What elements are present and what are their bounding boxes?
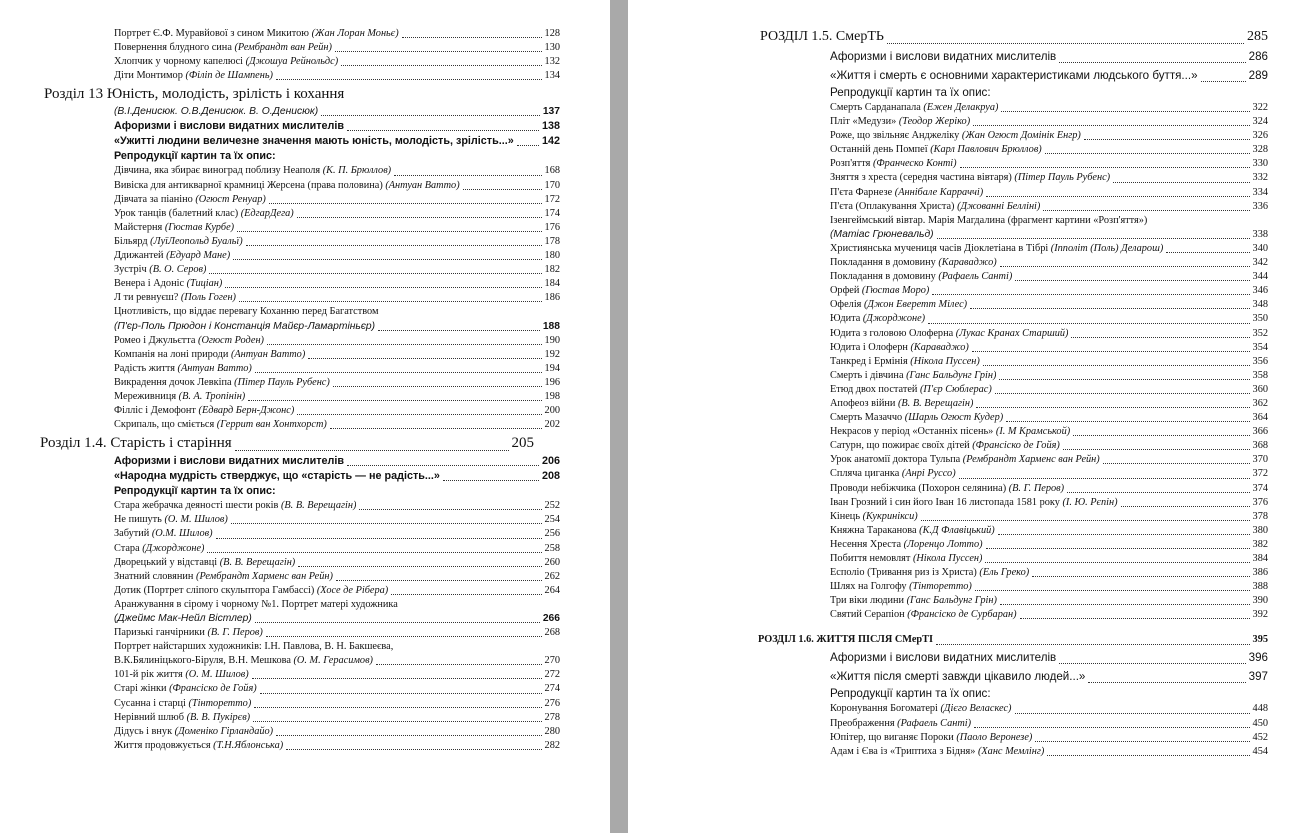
chapter-13-heading-row <box>0 83 560 105</box>
toc-entry[interactable]: Адам і Єва із «Триптиха з Бідня» (Ханс Мемлінг) 454 <box>830 745 1268 757</box>
toc-entry[interactable]: Життя продовжується (Т.Н.Яблонська) 282 <box>114 739 560 751</box>
toc-entry[interactable]: Офелія (Джон Еверетт Мілес) 348 <box>830 299 1268 311</box>
toc-entry[interactable]: Некрасов у період «Останніх пісень» (І. М Крамськой) 366 <box>830 426 1268 438</box>
toc-entry[interactable]: Княжна Тараканова (К.Д Флавіцький) 380 <box>830 524 1268 536</box>
chapter-15-entries <box>628 47 1268 622</box>
toc-entry[interactable]: Нерівний шлюб (В. В. Пукірєв) 278 <box>114 711 560 723</box>
table-of-contents-left <box>0 27 560 753</box>
aphorisms-entry[interactable]: Афоризми і вислови видатних мислителів 138 <box>114 120 560 133</box>
toc-entry[interactable]: Дотик (Портрет сліпого скульптора Гамбассі) (Хосе де Рібера) 264 <box>114 584 560 596</box>
aphorisms-entry[interactable]: Афоризми і вислови видатних мислителів 396 <box>830 651 1268 665</box>
repro-header: Репродукції картин та їх опис: <box>114 150 276 163</box>
toc-entry-line1[interactable]: Цнотливість, що віддає перевагу Коханню перед Багатством <box>114 306 379 318</box>
toc-entry[interactable]: Шлях на Голгофу (Тінторетто) 388 <box>830 581 1268 593</box>
toc-entry[interactable]: Дівчина, яка збирає виноград поблизу Неаполя (К. П. Брюллов) 168 <box>114 165 560 177</box>
toc-entry[interactable]: Компанія на лоні природи (Антуан Ватто) 192 <box>114 348 560 360</box>
toc-entry[interactable]: Сусанна і старці (Тінторетто) 276 <box>114 697 560 709</box>
repro-header: Репродукції картин та їх опис: <box>114 485 276 498</box>
right-document-page <box>628 0 1290 833</box>
top-entries <box>0 27 560 83</box>
toc-entry[interactable]: Портрет Є.Ф. Муравйової з сином Микитою (Жан Лоран Моньє) 128 <box>114 28 560 39</box>
toc-entry[interactable]: Орфей (Гюстав Моро) 346 <box>830 285 1268 297</box>
toc-entry[interactable]: Преображення (Рафаель Санті) 450 <box>830 717 1268 729</box>
quote-entry[interactable]: «Життя і смерть є основними характеристиками людського буття...» 289 <box>830 69 1268 82</box>
toc-entry-line2[interactable]: (Матіас Грюневальд) 338 <box>830 228 1268 240</box>
quote-entry[interactable]: «Життя після смерті завжди цікавило людей...» 397 <box>830 670 1268 684</box>
toc-entry[interactable]: Спляча циганка (Анрі Руссо) 372 <box>830 468 1268 480</box>
toc-entry[interactable]: Святий Серапіон (Франсіско де Сурбаран) 392 <box>830 609 1268 621</box>
toc-entry[interactable]: Дворецький у відставці (В. В. Верещагін) 260 <box>114 556 560 568</box>
toc-entry-line1[interactable]: Аранжування в сірому і чорному №1. Портрет матері художника <box>114 598 398 610</box>
page-gutter <box>610 0 628 833</box>
toc-entry[interactable]: Проводи небіжчика (Похорон селянина) (В. Г. Перов) 374 <box>830 482 1268 494</box>
toc-entry[interactable]: Забутий (О.М. Шилов) 256 <box>114 528 560 540</box>
spacer <box>628 622 1268 632</box>
toc-entry[interactable]: 101-й рік життя (О. М. Шилов) 272 <box>114 669 560 681</box>
toc-entry[interactable]: Покладання в домовину (Караваджо) 342 <box>830 257 1268 269</box>
toc-entry[interactable]: Пліт «Медузи» (Теодор Жеріко) 324 <box>830 116 1268 128</box>
toc-entry[interactable]: Стара (Джорджоне) 258 <box>114 542 560 554</box>
toc-entry[interactable]: Дідусь і внук (Доменіко Гірландайо) 280 <box>114 725 560 737</box>
toc-entry[interactable]: Юдита з головою Олоферна (Лукас Кранах Старший) 352 <box>830 327 1268 339</box>
toc-entry[interactable]: Смерть Мазаччо (Шарль Огюст Кудер) 364 <box>830 412 1268 424</box>
chapter-13-entries <box>0 105 560 432</box>
chapter-heading[interactable]: РОЗДІЛ 1.6. ЖИТТЯ ПІСЛЯ СМерТІ 395 <box>758 634 1268 646</box>
toc-entry[interactable]: Не пишуть (О. М. Шилов) 254 <box>114 514 560 526</box>
chapter-authors-line[interactable]: (В.І.Денисюк. О.В.Денисюк. В. О.Денисюк) 137 <box>114 106 560 118</box>
quote-entry[interactable]: «Ужитті людини величезне значення мають юність, молодість, зрілість...» 142 <box>114 135 560 148</box>
toc-entry[interactable]: Дівчата за піаніно (Огюст Ренуар) 172 <box>114 193 560 205</box>
toc-entry[interactable]: Ромео і Джульєтта (Огюст Роден) 190 <box>114 334 560 346</box>
chapter-heading[interactable]: Розділ 1.4. Старість і старіння 205 <box>40 435 534 452</box>
toc-entry-line2[interactable]: В.К.Бялиніцького-Біруля, В.Н. Мешкова (О. М. Герасимов) 270 <box>114 655 560 667</box>
toc-entry[interactable]: Радість життя (Антуан Ватто) 194 <box>114 362 560 374</box>
repro-header: Репродукції картин та їх опис: <box>830 687 991 701</box>
toc-entry[interactable]: Повернення блудного сина (Рембрандт ван Рейн) 130 <box>114 42 560 54</box>
toc-entry[interactable]: Л ти ревнуєш? (Поль Гоген) 186 <box>114 292 560 304</box>
toc-entry[interactable]: Іван Грозний і син його Іван 16 листопада 1581 року (І. Ю. Рєпін) 376 <box>830 496 1268 508</box>
toc-entry[interactable]: Старі жінки (Франсіско де Гойя) 274 <box>114 683 560 695</box>
toc-entry[interactable]: Урок анатомії доктора Тульпа (Рембрандт Харменс ван Рейн) 370 <box>830 454 1268 466</box>
toc-entry[interactable]: Сатурн, що пожирає своїх дітей (Франсіско де Гойя) 368 <box>830 440 1268 452</box>
toc-entry[interactable]: Зустріч (В. О. Серов) 182 <box>114 264 560 276</box>
toc-entry[interactable]: Зняття з хреста (середня частина вівтаря) (Пітер Пауль Рубенс) 332 <box>830 172 1268 184</box>
toc-entry[interactable]: Християнська мучениця часів Діоклетіана в Тібрі (Іпполіт (Поль) Деларош) 340 <box>830 242 1268 254</box>
toc-entry[interactable]: Урок танців (балетний клас) (ЕдгарДега) 174 <box>114 207 560 219</box>
toc-entry[interactable]: Покладання в домовину (Рафаель Санті) 344 <box>830 271 1268 283</box>
toc-entry[interactable]: Діти Монтимор (Філіп де Шампень) 134 <box>114 70 560 82</box>
toc-entry[interactable]: Коронування Богоматері (Дієго Веласкес) 448 <box>830 703 1268 715</box>
aphorisms-entry[interactable]: Афоризми і вислови видатних мислителів 206 <box>114 455 560 468</box>
toc-entry[interactable]: Роже, що звільняє Анджеліку (Жан Огюст Домінік Енгр) 326 <box>830 130 1268 142</box>
toc-entry[interactable]: Скрипаль, що сміється (Геррит ван Хонтхорст) 202 <box>114 419 560 431</box>
toc-entry[interactable]: П'єта Фарнезе (Аннібале Карраччі) 334 <box>830 186 1268 198</box>
toc-entry[interactable]: Викрадення дочок Левкіпа (Пітер Пауль Рубенс) 196 <box>114 376 560 388</box>
toc-entry[interactable]: Ддижантей (Едуард Мане) 180 <box>114 250 560 262</box>
chapter-14-heading-row <box>0 432 560 454</box>
toc-entry[interactable]: Побиття немовлят (Нікола Пуссен) 384 <box>830 553 1268 564</box>
toc-entry-line1[interactable]: Портрет найстарших художників: І.Н. Павлова, В. Н. Бакшеєва, <box>114 641 394 653</box>
aphorisms-entry[interactable]: Афоризми і вислови видатних мислителів 286 <box>830 50 1268 63</box>
toc-entry[interactable]: Смерть Сарданапала (Ежен Делакруа) 322 <box>830 102 1268 113</box>
toc-entry[interactable]: Есполіо (Тривання риз із Христа) (Ель Греко) 386 <box>830 567 1268 579</box>
toc-entry[interactable]: Три віки людини (Ганс Бальдунг Грін) 390 <box>830 595 1268 607</box>
chapter-14-entries <box>0 454 560 753</box>
toc-entry-line1[interactable]: Ізенгеймський вівтар. Марія Магдалина (фрагмент картини «Розп'яття») <box>830 214 1148 226</box>
toc-entry[interactable]: Останній день Помпеї (Карл Павлович Брюллов) 328 <box>830 144 1268 156</box>
toc-entry-line2[interactable]: (Джеймс Мак-Нейл Вістлер) 266 <box>114 613 560 624</box>
toc-entry[interactable]: Венера і Адоніс (Тиціан) 184 <box>114 278 560 290</box>
toc-entry[interactable]: Танкред і Ермінія (Нікола Пуссен) 356 <box>830 355 1268 367</box>
toc-entry[interactable]: Юдита (Джорджоне) 350 <box>830 313 1268 325</box>
chapter-15-heading-row <box>628 27 1268 47</box>
left-document-page <box>0 0 610 833</box>
toc-entry[interactable]: Етюд двох постатей (П'єр Сюблерас) 360 <box>830 383 1268 395</box>
toc-entry[interactable]: Юдита і Олоферн (Караваджо) 354 <box>830 341 1268 353</box>
toc-entry[interactable]: Кінець (Кукринікси) 378 <box>830 510 1268 522</box>
toc-entry[interactable]: Паризькі ганчірники (В. Г. Перов) 268 <box>114 627 560 639</box>
repro-header: Репродукції картин та їх опис: <box>830 86 991 99</box>
toc-entry[interactable]: Апофеоз війни (В. В. Верещагін) 362 <box>830 397 1268 409</box>
toc-entry[interactable]: Смерть і дівчина (Ганс Бальдунг Грін) 358 <box>830 369 1268 381</box>
chapter-16-heading-row <box>628 632 1268 648</box>
toc-entry[interactable]: Розп'яття (Франческо Конті) 330 <box>830 158 1268 170</box>
toc-entry[interactable]: Мереживниця (В. А. Тропінін) 198 <box>114 390 560 402</box>
toc-entry[interactable]: Знатний словянин (Рембрандт Харменс ван Рейн) 262 <box>114 570 560 582</box>
toc-entry[interactable]: Стара жебрачка деяності шести років (В. В. Верещагін) 252 <box>114 500 560 512</box>
toc-entry[interactable]: Більярд (ЛуїЛеопольд Буальї) 178 <box>114 235 560 247</box>
table-of-contents-right <box>628 27 1268 759</box>
toc-entry[interactable]: Вивіска для антикварної крамниці Жерсена (права половина) (Антуан Ватто) 170 <box>114 179 560 191</box>
toc-entry[interactable]: Майстерня (Гюстав Курбе) 176 <box>114 221 560 233</box>
quote-entry[interactable]: «Народна мудрість стверджує, що «старість — не радість...» 208 <box>114 470 560 483</box>
toc-entry[interactable]: П'єта (Оплакування Христа) (Джованні Белліні) 336 <box>830 200 1268 212</box>
chapter-16-entries <box>628 648 1268 758</box>
chapter-heading[interactable]: РОЗДІЛ 1.5. СмерТЬ 285 <box>760 29 1268 44</box>
toc-entry[interactable]: Несення Хреста (Лоренцо Лотто) 382 <box>830 538 1268 550</box>
toc-entry-line2[interactable]: (П'єр-Поль Прюдон і Констанція Майєр-Ламартіньєр) 188 <box>114 320 560 332</box>
toc-entry[interactable]: Філліс і Демофонт (Едвард Берн-Джонс) 200 <box>114 405 560 417</box>
toc-entry[interactable]: Юпітер, що виганяє Пороки (Паоло Веронезе) 452 <box>830 731 1268 743</box>
toc-entry[interactable]: Хлопчик у чорному капелюсі (Джошуа Рейнольдс) 132 <box>114 56 560 68</box>
chapter-heading[interactable]: Розділ 13 Юність, молодість, зрілість і кохання <box>44 86 345 103</box>
